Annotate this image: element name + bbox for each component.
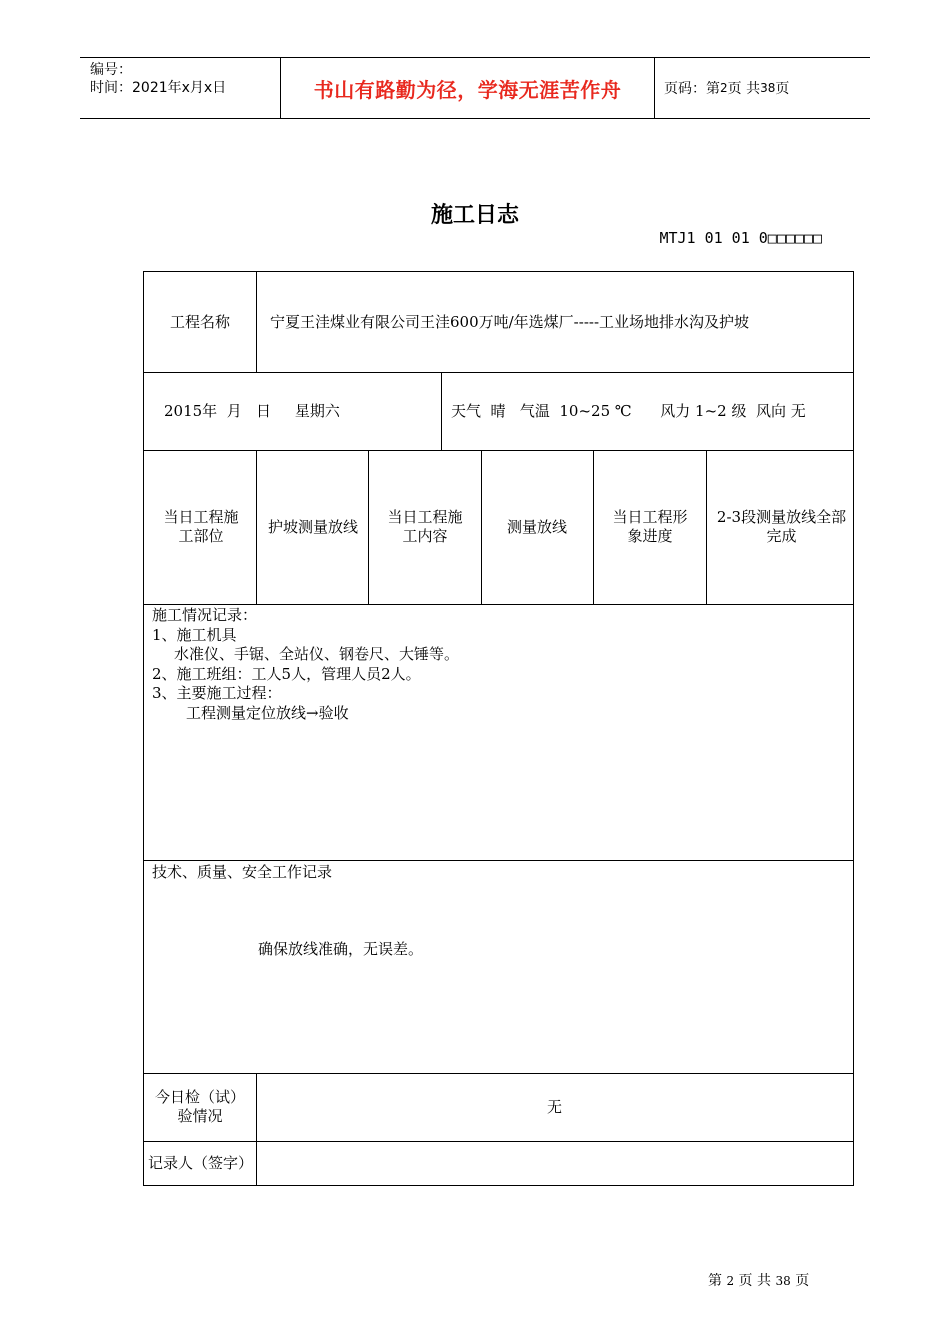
work-part-value: 护坡测量放线: [268, 517, 359, 536]
header-meta: [90, 61, 226, 97]
document-title: 施工日志: [430, 202, 519, 228]
footer-suffix: 页: [795, 1273, 810, 1289]
time-label: 时间：2021年x月x日: [90, 80, 227, 96]
recorder-signature: [256, 1141, 853, 1186]
progress-label: 当日工程形象进度: [612, 508, 688, 545]
construction-log-table: [143, 271, 854, 1186]
record-line: 3、主要施工过程：: [152, 684, 282, 702]
record-title: 施工情况记录：: [152, 606, 258, 624]
page-footer: [708, 1270, 809, 1290]
row-divider: [144, 860, 853, 861]
inspection-value: 无: [546, 1097, 562, 1116]
row-divider: [144, 604, 853, 605]
work-content-value: 测量放线: [506, 517, 567, 536]
col-divider: [593, 450, 594, 604]
page-number: 2: [720, 81, 728, 95]
page-total: 38: [760, 81, 776, 95]
work-part-label: 当日工程施工部位: [163, 508, 239, 545]
log-date: 2015年 月 日 星期六: [164, 401, 340, 420]
col-divider: [706, 450, 707, 604]
project-name-label: 工程名称: [169, 312, 230, 331]
col-divider: [256, 272, 257, 372]
header-page-info: [664, 58, 789, 118]
weather-info: 天气 晴 气温 10~25 ℃ 风力 1~2 级 风向 无: [451, 401, 806, 420]
construction-record: [152, 606, 459, 723]
record-line: 2、施工班组：工人5人，管理人员2人。: [152, 664, 421, 683]
record-line: 1、施工机具: [152, 625, 237, 644]
col-divider: [368, 450, 369, 604]
page-label: 页码：第: [664, 81, 720, 97]
tech-quality-safety-label: 技术、质量、安全工作记录: [152, 863, 333, 881]
page-mid: 页 共: [727, 81, 761, 97]
inspection-label: 今日检（试）验情况: [154, 1088, 245, 1125]
project-name-value: 宁夏王洼煤业有限公司王洼600万吨/年选煤厂-----工业场地排水沟及护坡: [270, 312, 750, 331]
record-line: 工程测量定位放线→验收: [186, 703, 349, 722]
serial-label: 编号：: [90, 62, 132, 78]
footer-prefix: 第: [708, 1273, 722, 1289]
document-code: MTJ1 01 01 0□□□□□□: [659, 229, 822, 247]
footer-page-number: 2: [726, 1274, 735, 1288]
record-line: 水准仪、手锯、全站仪、钢卷尺、大锤等。: [174, 645, 460, 663]
tech-quality-safety-content: 确保放线准确，无误差。: [258, 940, 424, 958]
progress-value: 2-3段测量放线全部完成: [716, 508, 847, 545]
page-end: 页: [775, 81, 790, 97]
col-divider: [441, 372, 442, 450]
recorder-label: 记录人（签字）: [148, 1154, 254, 1172]
page-header: [80, 57, 870, 119]
footer-page-total: 38: [775, 1274, 791, 1288]
col-divider: [256, 450, 257, 604]
header-divider: [654, 58, 655, 118]
header-motto: 书山有路勤为径，学海无涯苦作舟: [313, 77, 622, 102]
work-content-label: 当日工程施工内容: [387, 508, 463, 545]
footer-mid: 页 共: [738, 1273, 771, 1289]
